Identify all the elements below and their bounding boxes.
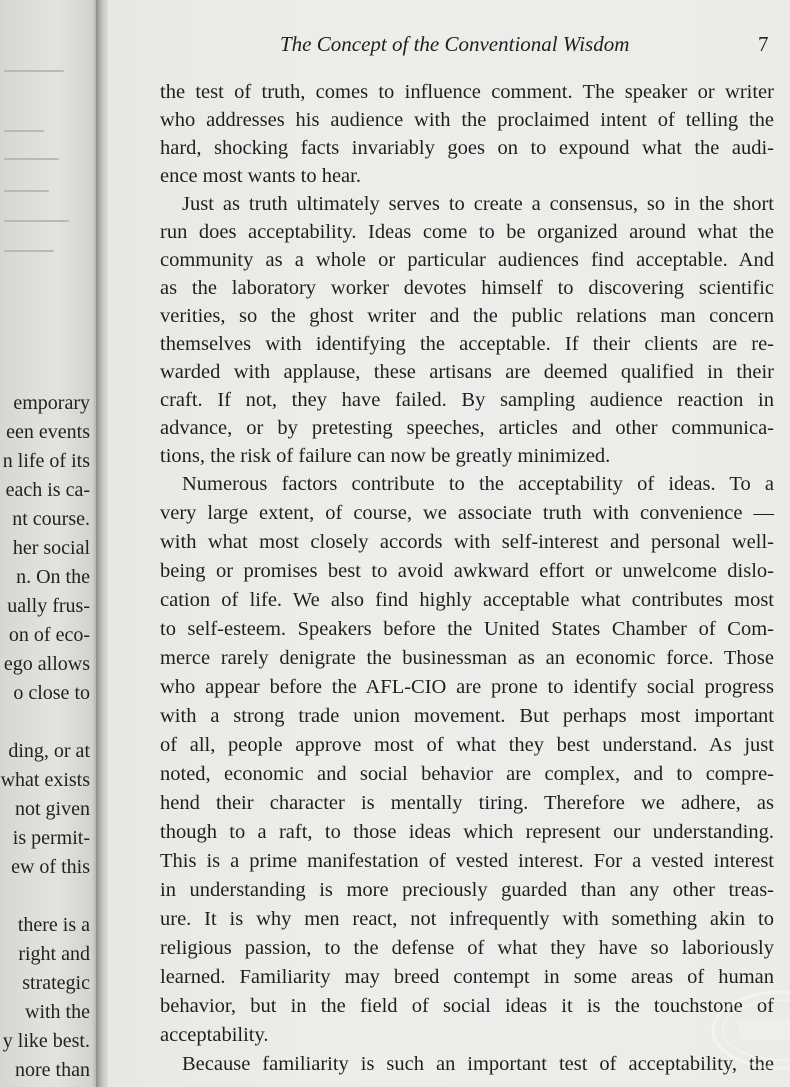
left-page-line: emporary (13, 392, 90, 414)
left-page-line: ew of this (11, 856, 90, 878)
left-page-edge (0, 0, 100, 1087)
bleed-through-mark (4, 130, 44, 132)
left-page-line: n life of its (2, 450, 90, 472)
text-line: learned. Familiarity may breed contempt in some areas of human (160, 966, 774, 988)
text-line: advance, or by pretesting speeches, articles and other communica- (160, 417, 774, 439)
left-page-line: strategic (22, 972, 90, 994)
right-page (108, 0, 790, 1087)
left-page-line: ually frus- (7, 595, 90, 617)
watermark-stamp (706, 985, 790, 1075)
text-line: hard, shocking facts invariably goes on to expound what the audi- (160, 137, 774, 159)
left-page-line: y like best. (2, 1030, 90, 1052)
text-line: as the laboratory worker devotes himself to discovering scientific (160, 277, 774, 299)
left-page-line: een events (6, 421, 90, 443)
bleed-through-mark (4, 158, 59, 160)
left-page-line: ding, or at (8, 740, 90, 762)
text-line: cation of life. We also find highly acceptable what contributes most (160, 589, 774, 611)
text-line: acceptability. (160, 1024, 269, 1046)
left-page-line: right and (18, 943, 90, 965)
left-page-line: not given (15, 798, 90, 820)
left-page-line: nore than (15, 1059, 90, 1081)
running-title: The Concept of the Conventional Wisdom (280, 32, 630, 56)
text-line: hend their character is mentally tiring. Therefore we adhere, as (160, 792, 774, 814)
text-line: warded with applause, these artisans are deemed qualified in their (160, 361, 774, 383)
text-line: craft. If not, they have failed. By sampling audience reaction in (160, 389, 774, 411)
text-line: in understanding is more preciously guarded than any other treas- (160, 879, 774, 901)
page-number: 7 (758, 32, 769, 56)
text-line: community as a whole or particular audiences find acceptable. And (160, 249, 774, 271)
text-line: with a strong trade union movement. But perhaps most important (160, 705, 774, 727)
left-page-line: what exists (0, 769, 90, 791)
text-line: behavior, but in the field of social ideas it is the touchstone of (160, 995, 774, 1017)
text-line: run does acceptability. Ideas come to be organized around what the (160, 221, 774, 243)
text-line: with what most closely accords with self-interest and personal well- (160, 531, 774, 553)
text-line: themselves with identifying the acceptable. If their clients are re- (160, 333, 774, 355)
left-page-line: ego allows (3, 653, 90, 675)
left-page-line: with the (25, 1001, 90, 1023)
text-line: very large extent, of course, we associate truth with convenience — (160, 502, 774, 524)
text-line: Because familiarity is such an important test of acceptability, the (182, 1053, 774, 1075)
text-line: tions, the risk of failure can now be greatly minimized. (160, 445, 611, 467)
text-line: being or promises best to avoid awkward effort or unwelcome dislo- (160, 560, 774, 582)
left-page-line: her social (12, 537, 90, 559)
text-line: Just as truth ultimately serves to create a consensus, so in the short (182, 193, 774, 215)
text-line: the test of truth, comes to influence comment. The speaker or writer (160, 81, 774, 103)
text-line: who addresses his audience with the proclaimed intent of telling the (160, 109, 774, 131)
text-line: though to a raft, to those ideas which represent our understanding. (160, 821, 774, 843)
text-line: ure. It is why men react, not infrequently with something akin to (160, 908, 774, 930)
bleed-through-mark (4, 220, 69, 222)
text-line: Numerous factors contribute to the acceptability of ideas. To a (182, 473, 774, 495)
left-page-line: nt course. (12, 508, 90, 530)
text-line: religious passion, to the defense of what they have so laboriously (160, 937, 774, 959)
left-page-line: is permit- (12, 827, 90, 849)
text-line: to self-esteem. Speakers before the United States Chamber of Com- (160, 618, 774, 640)
left-page-line: there is a (17, 914, 90, 936)
left-page-line: o close to (13, 682, 90, 704)
left-page-line: each is ca- (5, 479, 90, 501)
text-line: merce rarely denigrate the businessman as an economic force. Those (160, 647, 774, 669)
left-page-line: n. On the (16, 566, 90, 588)
bleed-through-mark (4, 190, 49, 192)
left-page-line: on of eco- (8, 624, 90, 646)
text-line: This is a prime manifestation of vested interest. For a vested interest (160, 850, 774, 872)
text-line: who appear before the AFL-CIO are prone to identify social progress (160, 676, 774, 698)
text-line: of all, people approve most of what they best understand. As just (160, 734, 774, 756)
bleed-through-mark (4, 70, 64, 72)
text-line: noted, economic and social behavior are complex, and to compre- (160, 763, 774, 785)
text-line: ence most wants to hear. (160, 165, 361, 187)
bleed-through-mark (4, 250, 54, 252)
text-line: verities, so the ghost writer and the public relations man concern (160, 305, 774, 327)
